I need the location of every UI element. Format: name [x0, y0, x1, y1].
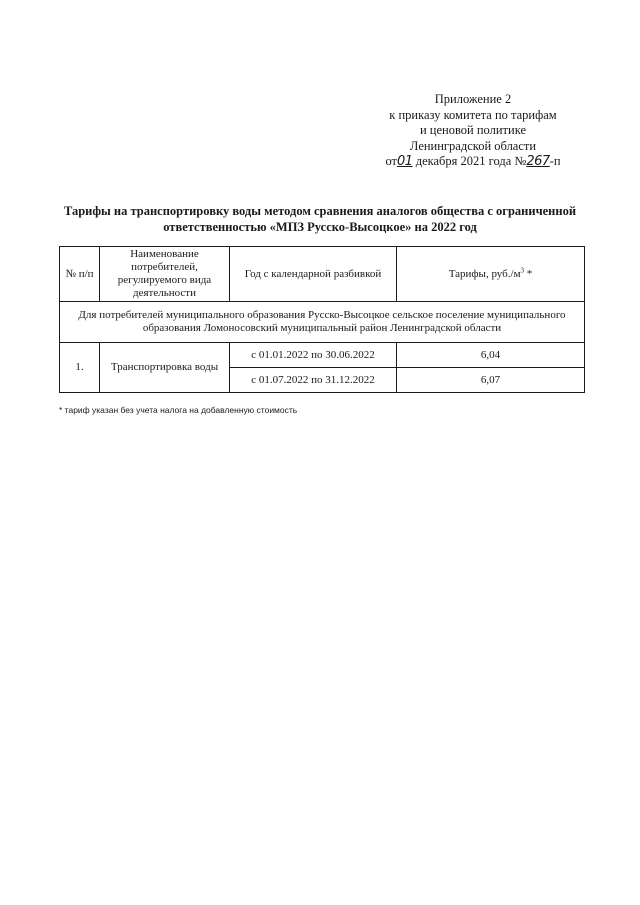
header-consumer: Наименование потребителей, регулируемого вида деятельности: [100, 247, 230, 302]
table-row: [60, 343, 585, 368]
date-day-handwritten: 01: [397, 154, 413, 169]
appendix-region: Ленинградской области: [409, 138, 537, 153]
document-title: Тарифы на транспортировку воды методом сравнения аналогов общества с ограниченной ответственностью «МПЗ Русско-Высоцкое» на 2022 год: [63, 204, 577, 234]
order-suffix: -п: [549, 154, 561, 168]
date-rest: декабря 2021 года №: [412, 154, 527, 168]
header-tariff-label: Тарифы, руб./м: [448, 267, 521, 280]
order-number-handwritten: 267: [526, 154, 550, 169]
footnote-text: тариф указан без учета налога на добавленную стоимость: [62, 405, 298, 415]
row-period: с 01.01.2022 по 30.06.2022: [230, 343, 397, 368]
group-row: [60, 302, 585, 343]
row-period: с 01.07.2022 по 31.12.2022: [230, 368, 397, 393]
table-header-row: [60, 247, 585, 302]
appendix-order-ref: к приказу комитета по тарифам: [389, 107, 557, 122]
header-number: № п/п: [60, 247, 100, 302]
header-tariff-mark: *: [524, 267, 533, 280]
header-tariff-sup: 3: [520, 265, 525, 274]
date-prefix: от: [385, 154, 398, 168]
header-period: Год с календарной разбивкой: [230, 247, 397, 302]
row-activity: Транспортировка воды: [100, 343, 230, 393]
appendix-title: Приложение 2: [434, 92, 512, 106]
appendix-header: [360, 92, 586, 170]
row-tariff: 6,07: [397, 368, 585, 393]
footnote-mark: *: [59, 405, 63, 415]
header-tariff: [397, 247, 585, 302]
row-tariff: 6,04: [397, 343, 585, 368]
row-number: 1.: [60, 343, 100, 393]
appendix-date-line: [360, 154, 586, 170]
appendix-committee: и ценовой политике: [419, 123, 527, 137]
tariff-table: [59, 246, 585, 393]
group-title: Для потребителей муниципального образования Русско-Высоцкое сельское поселение муниципального образования Ломоносовский муниципальный район Ленинградской области: [60, 302, 585, 343]
footnote: [59, 405, 297, 415]
